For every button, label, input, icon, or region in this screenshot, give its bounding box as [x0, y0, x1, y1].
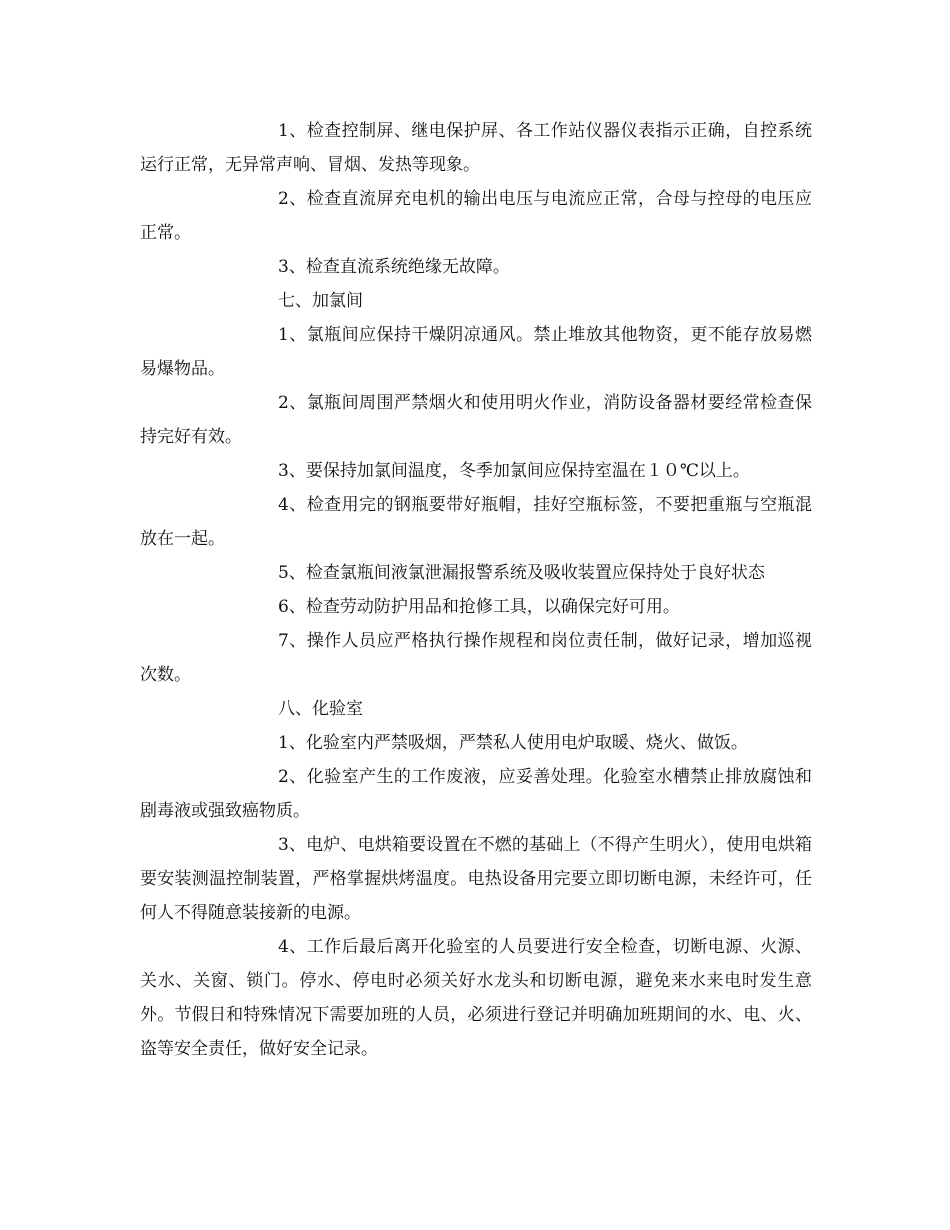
- paragraph-protective-equipment: 6、检查劳动防护用品和抢修工具，以确保完好可用。: [278, 597, 680, 617]
- document-body: [140, 114, 812, 1066]
- paragraph-electric-furnace: 3、电炉、电烘箱要设置在不燃的基础上（不得产生明火），使用电烘箱要安装测温控制装置，严格掌握烘烤温度。电热设备用完要立即切断电源，未经许可，任何人不得随意装接新的电源。: [140, 835, 812, 923]
- section-heading-chlorination-room: 七、加氯间: [278, 291, 363, 311]
- paragraph-waste-liquid: 2、化验室产生的工作废液，应妥善处理。化验室水槽禁止排放腐蚀和剧毒液或强致癌物质。: [140, 767, 812, 821]
- paragraph-room-temperature: 3、要保持加氯间温度，冬季加氯间应保持室温在１０℃以上。: [278, 461, 750, 481]
- section-heading-laboratory: 八、化验室: [278, 699, 363, 719]
- paragraph-final-safety-check: 4、工作后最后离开化验室的人员要进行安全检查，切断电源、火源、关水、关窗、锁门。停水、停电时必须关好水龙头和切断电源，避免来水来电时发生意外。节假日和特殊情况下需要加班的人员，必须进行登记并明确加班期间的水、电、火、盗等安全责任，做好安全记录。: [140, 937, 812, 1059]
- paragraph-operating-rules: 7、操作人员应严格执行操作规程和岗位责任制，做好记录，增加巡视次数。: [140, 631, 812, 685]
- paragraph-dc-insulation-check: 3、检查直流系统绝缘无故障。: [278, 257, 510, 277]
- paragraph-no-smoking: 1、化验室内严禁吸烟，严禁私人使用电炉取暖、烧火、做饭。: [278, 733, 748, 753]
- paragraph-dc-charger-check: 2、检查直流屏充电机的输出电压与电流应正常，合母与控母的电压应正常。: [140, 189, 812, 243]
- paragraph-chlorine-room-ventilation: 1、氯瓶间应保持干燥阴凉通风。禁止堆放其他物资，更不能存放易燃易爆物品。: [140, 325, 812, 379]
- paragraph-cylinder-caps: 4、检查用完的钢瓶要带好瓶帽，挂好空瓶标签，不要把重瓶与空瓶混放在一起。: [140, 495, 812, 549]
- paragraph-control-screen-check: 1、检查控制屏、继电保护屏、各工作站仪器仪表指示正确，自控系统运行正常，无异常声响、冒烟、发热等现象。: [140, 121, 812, 175]
- paragraph-no-open-flame: 2、氯瓶间周围严禁烟火和使用明火作业，消防设备器材要经常检查保持完好有效。: [140, 393, 812, 447]
- paragraph-leak-alarm: 5、检查氯瓶间液氯泄漏报警系统及吸收装置应保持处于良好状态: [278, 563, 765, 583]
